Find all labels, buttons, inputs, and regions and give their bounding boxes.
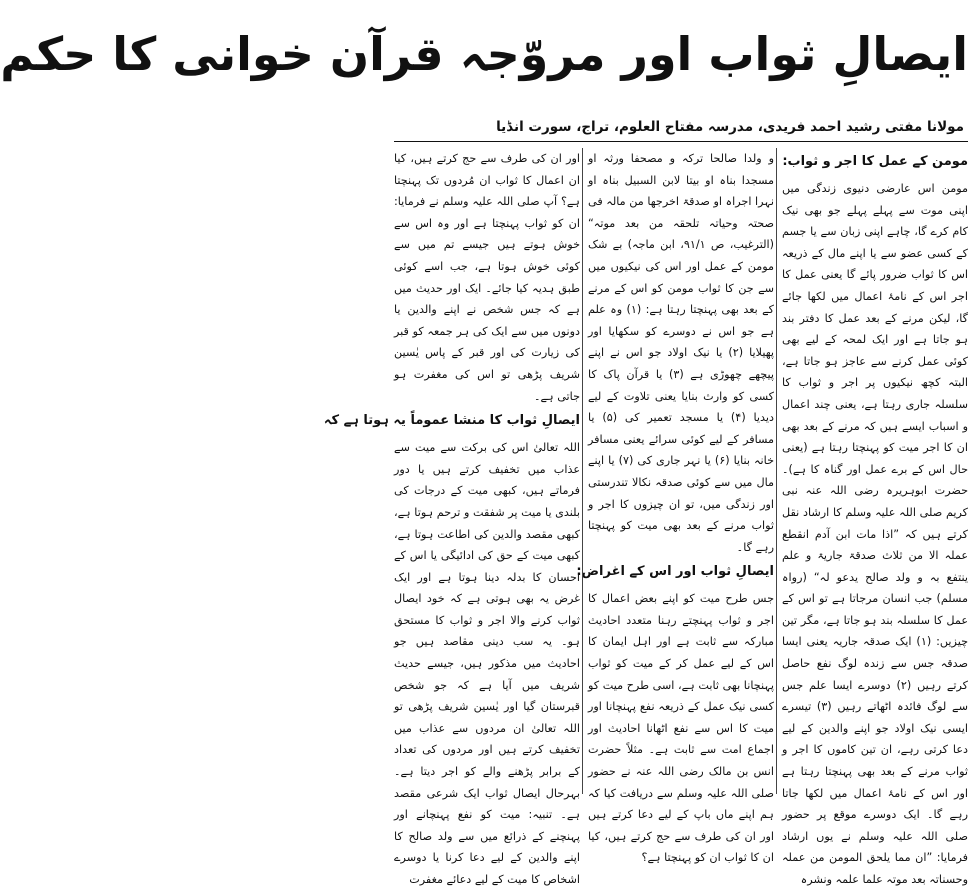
column-left-intro: اور ان کی طرف سے حج کرتے ہیں، کیا ان اعمال کا ثواب ان مُردوں تک پہنچتا ہے؟ آپ صلی اللہ علیہ وسلم نے فرمایا: ان کو ثواب پہنچتا ہے اور وہ اس سے خوش ہوتے ہیں جیسے تم میں سے کوئی خوش ہوتا ہے، جب اسے کوئی طبق ہدیہ کیا جائے۔ ایک اور حدیث میں ہے کہ جس شخص نے اپنے والدین یا دونوں میں سے ایک کی ہر جمعہ کو قبر کی زیارت کی اور قبر کے پاس یٰسین شریف پڑھی تو اس کی مغفرت ہو جاتی ہے۔ <box>394 152 580 403</box>
section-heading-reward: مومن کے عمل کا اجر و ثواب: <box>782 154 968 169</box>
column-divider-left <box>582 148 583 794</box>
column-right <box>782 148 968 886</box>
article-byline: مولانا مفتی رشید احمد فریدی، مدرسہ مفتاح العلوم، تراج، سورت انڈیا <box>496 119 964 135</box>
header-divider <box>394 141 968 142</box>
column-middle-intro: و ولدا صالحا ترکہ و مصحفا ورثہ او مسجدا بناہ او بیتا لابن السبیل بناہ او نہرا اجراہ او صدقۃ اخرجھا من مالہ فی صحتہ وحیاتہ تلحقہ من بعد موتہ“ (الترغیب، ص ۹۱/۱، ابن ماجہ) بے شک مومن کے عمل اور اس کی نیکیوں میں سے جن کا ثواب مومن کو اس کے مرنے کے بعد بھی پہنچتا رہتا ہے: (۱) وہ علم ہے جو اس نے دوسرے کو سکھایا اور پھیلایا (۲) یا نیک اولاد جو اس نے اپنے پیچھے چھوڑی ہے (۳) یا قرآن پاک کا کسی کو وارث بنایا یعنی تلاوت کے لیے دیدیا (۴) یا مسجد تعمیر کی (۵) یا مسافر کے لیے کوئی سرائے یعنی مسافر خانہ بنایا (۶) یا نہر جاری کی (۷) یا اپنے مال میں سے کوئی صدقہ نکالا تندرستی اور زندگی میں، تو ان چیزوں کا اجر و ثواب مرنے کے بعد بھی میت کو پہنچتا رہے گا۔ <box>588 152 775 554</box>
column-middle <box>576 148 775 865</box>
column-left-body: اللہ تعالیٰ اس کی برکت سے میت سے عذاب میں تخفیف کرتے ہیں یا دور فرماتے ہیں، کبھی میت کے درجات کی بلندی یا میت پر شفقت و ترحم ہوتا ہے، کبھی مقصد والدین کی اطاعت ہوتا ہے، کبھی میت کے حق کی ادائیگی یا اس کے احسان کا بدلہ دینا ہوتا ہے اور ایک غرض یہ بھی ہوتی ہے کہ خود ایصال ثواب کرنے والا اجر و ثواب کا مستحق ہو۔ یہ سب دینی مقاصد ہیں جو احادیث میں مذکور ہیں، جیسے حدیث شریف میں آیا ہے کہ جو شخص قبرستان گیا اور یٰسین شریف پڑھی تو اللہ تعالیٰ ان مردوں سے عذاب میں تخفیف کرتے ہیں اور مردوں کی تعداد کے برابر پڑھنے والے کو اجر دیتا ہے۔ بہرحال ایصال ثواب ایک شرعی مقصد ہے۔ تنبیہ: میت کو نفع پہنچانے اور پہنچنے کے ذرائع میں سے ولد صالح کا اپنے والدین کے لیے دعا کرنا یا دوسرے اشخاص کا میت کے لیے دعائے مغفرت <box>394 441 580 886</box>
section-heading-intent: ایصالِ ثواب کا منشا عموماً یہ ہوتا ہے کہ <box>323 413 580 429</box>
column-middle-body: جس طرح میت کو اپنے بعض اعمال کا اجر و ثواب پہنچتے رہنا متعدد احادیث مبارکہ سے ثابت ہے اور اہل ایمان کا اس کے لیے عمل کر کے میت کو ثواب پہنچانا بھی ثابت ہے، اسی طرح میت کو کسی نیک عمل کے ذریعہ نفع پہنچانا اور میت کا اس سے نفع اٹھانا احادیث اور اجماع امت سے ثابت ہے۔ مثلاً حضرت انس بن مالک رضی اللہ عنہ نے حضور صلی اللہ علیہ وسلم سے دریافت کیا کہ ہم اپنے ماں باپ کے لیے دعا کرتے ہیں اور ان کی طرف سے حج کرتے ہیں، کیا ان کا ثواب ان کو پہنچتا ہے؟ <box>588 592 774 865</box>
column-divider-right <box>776 148 777 794</box>
column-right-body: مومن اس عارضی دنیوی زندگی میں اپنی موت سے پہلے پہلے جو بھی نیک کام کرے گا، چاہے اپنی زبان سے یا جسم کے کسی عضو سے یا اپنے مال کے ذریعہ اس کا ثواب ضرور پائے گا یعنی عمل کا اجر اس کے نامۂ اعمال میں لکھا جائے گا، لیکن مرنے کے بعد عمل کا دفتر بند ہو جاتا ہے اور ایک لمحہ کے لیے بھی کوئی عمل کرنے سے عاجز ہو جاتا ہے، البتہ کچھ نیکیوں پر اجر و ثواب کا سلسلہ جاری رہتا ہے، یعنی چند اعمال و اسباب ایسے ہیں کہ مرنے کے بعد بھی ان کا اجر میت کو پہنچتا رہتا ہے (یعنی حال اس کے برے عمل اور گناہ کا ہے)۔ حضرت ابوہریرہ رضی اللہ عنہ نبی کریم صلی اللہ علیہ وسلم کا ارشاد نقل کرتے ہیں کہ ”اذا مات ابن آدم انقطع عملہ الا من ثلاث صدقۃ جاریۃ و علم ینتفع بہ و ولد صالح یدعو لہ“ (رواہ مسلم) جب انسان مرجاتا ہے تو اس کے عمل کا سلسلہ بند ہو جاتا ہے، مگر تین چیزیں: (۱) ایک صدقہ جاریہ یعنی ایسا صدقہ جس سے زندہ لوگ نفع حاصل کرتے رہیں (۲) دوسرے ایسا علم جس سے لوگ فائدہ اٹھاتے رہیں (۳) تیسرے ایسی نیک اولاد جو اپنے والدین کے لیے دعا کرتی رہے، ان تین کاموں کا اجر و ثواب مرنے کے بعد بھی پہنچتا رہتا ہے اور اس کے نامۂ اعمال میں لکھا جاتا رہے گا۔ ایک دوسرے موقع پر حضور صلی اللہ علیہ وسلم نے یوں ارشاد فرمایا: ”ان مما یلحق المومن من عملہ وحسناتہ بعد موتہ علما علمہ ونشرہ <box>782 182 968 886</box>
section-heading-purposes: ایصالِ ثواب اور اس کے اغراض: <box>576 564 774 580</box>
column-left <box>323 148 580 886</box>
article-title: ایصالِ ثواب اور مروّجہ قرآن خوانی کا حکم <box>0 27 968 81</box>
